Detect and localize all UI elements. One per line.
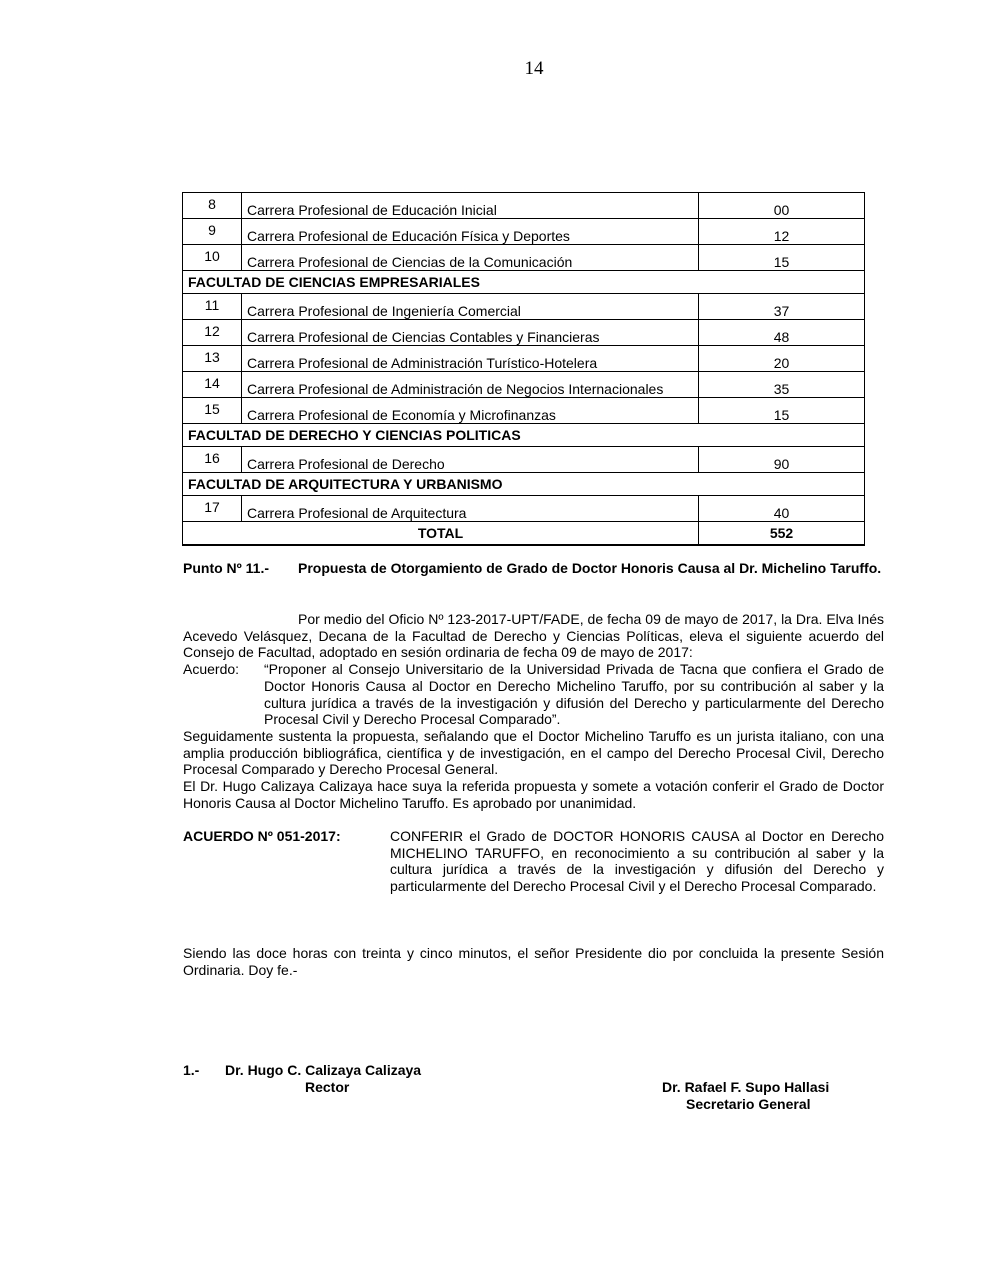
acuerdo-text: “Proponer al Consejo Universitario de la Universidad Privada de Tacna que confiera el Grado de Doctor Honoris Causa al Doctor en Derecho Michelino Taruffo, por su contribución al saber y la cultura jurídica a través de la investigación y difusión del Derecho y particularmente del Derecho Procesal Civil y Derecho Procesal Comparado”.: [264, 661, 884, 728]
table-row: [183, 294, 865, 320]
total-label: TOTAL: [183, 522, 699, 546]
results-table: [182, 192, 865, 546]
signature-number: 1.-: [183, 1062, 200, 1078]
career-name: Carrera Profesional de Administración Turístico-Hotelera: [242, 346, 699, 372]
signature-left-name: Dr. Hugo C. Calizaya Calizaya: [225, 1062, 422, 1078]
career-name: Carrera Profesional de Ciencias de la Comunicación: [242, 245, 699, 271]
career-value: 40: [699, 496, 865, 522]
table-row: [183, 398, 865, 424]
punto-label: Punto Nº 11.-: [183, 560, 270, 576]
career-name: Carrera Profesional de Educación Física y Deportes: [242, 219, 699, 245]
career-value: 35: [699, 372, 865, 398]
row-number: 11: [183, 294, 242, 320]
table-row: [183, 245, 865, 271]
career-name: Carrera Profesional de Administración de Negocios Internacionales: [242, 372, 699, 398]
faculty-name: FACULTAD DE CIENCIAS EMPRESARIALES: [183, 271, 865, 294]
row-number: 15: [183, 398, 242, 424]
row-number: 8: [183, 193, 242, 219]
total-row: [183, 522, 865, 546]
page-number: 14: [524, 58, 544, 79]
table-row: [183, 372, 865, 398]
career-value: 15: [699, 398, 865, 424]
career-name: Carrera Profesional de Ciencias Contables y Financieras: [242, 320, 699, 346]
punto-section: [183, 560, 884, 577]
career-value: 15: [699, 245, 865, 271]
signature-right-name: Dr. Rafael F. Supo Hallasi: [662, 1079, 830, 1095]
row-number: 10: [183, 245, 242, 271]
row-number: 9: [183, 219, 242, 245]
career-name: Carrera Profesional de Derecho: [242, 447, 699, 473]
career-value: 12: [699, 219, 865, 245]
punto-title: Propuesta de Otorgamiento de Grado de Doctor Honoris Causa al Dr. Michelino Taruffo.: [298, 560, 882, 576]
career-value: 00: [699, 193, 865, 219]
row-number: 17: [183, 496, 242, 522]
table-row: [183, 447, 865, 473]
career-value: 48: [699, 320, 865, 346]
resolution-label: ACUERDO Nº 051-2017:: [183, 828, 341, 844]
resolution-section: [183, 828, 884, 895]
resolution-text: CONFERIR el Grado de DOCTOR HONORIS CAUSA al Doctor en Derecho MICHELINO TARUFFO, en reconocimiento a su contribución al saber y la cultura jurídica a través de la investigación y difusión del Derecho y particularmente del Derecho Procesal Civil y el Derecho Procesal Comparado.: [390, 828, 884, 895]
faculty-row: [183, 424, 865, 447]
body-section: [183, 611, 884, 811]
acuerdo-row: [183, 661, 884, 728]
row-number: 13: [183, 346, 242, 372]
table-row: [183, 320, 865, 346]
table-row: [183, 219, 865, 245]
table-row: [183, 346, 865, 372]
career-value: 90: [699, 447, 865, 473]
acuerdo-label: Acuerdo:: [183, 661, 240, 678]
row-number: 16: [183, 447, 242, 473]
paragraph-votacion: El Dr. Hugo Calizaya Calizaya hace suya la referida propuesta y somete a votación conferir el Grado de Doctor Honoris Causa al Doctor Michelino Taruffo. Es aprobado por unanimidad.: [183, 778, 884, 811]
career-name: Carrera Profesional de Arquitectura: [242, 496, 699, 522]
row-number: 14: [183, 372, 242, 398]
paragraph-oficio: Por medio del Oficio Nº 123-2017-UPT/FADE, de fecha 09 de mayo de 2017, la Dra. Elva Inés Acevedo Velásquez, Decana de la Facultad de Derecho y Ciencias Políticas, eleva el siguiente acuerdo del Consejo de Facultad, adoptado en sesión ordinaria de fecha 09 de mayo de 2017:: [183, 611, 884, 661]
career-value: 20: [699, 346, 865, 372]
faculty-row: [183, 271, 865, 294]
career-name: Carrera Profesional de Economía y Microfinanzas: [242, 398, 699, 424]
paragraph-sustenta: Seguidamente sustenta la propuesta, señalando que el Doctor Michelino Taruffo es un jurista italiano, con una amplia producción bibliográfica, científica y de investigación, en el campo del Derecho Procesal Civil, Derecho Procesal Comparado y Derecho Procesal General.: [183, 727, 884, 778]
signature-left-title: Rector: [305, 1079, 350, 1095]
table-row: [183, 193, 865, 219]
faculty-name: FACULTAD DE ARQUITECTURA Y URBANISMO: [183, 473, 865, 496]
career-name: Carrera Profesional de Ingeniería Comercial: [242, 294, 699, 320]
row-number: 12: [183, 320, 242, 346]
total-value: 552: [699, 522, 865, 546]
table-row: [183, 496, 865, 522]
faculty-name: FACULTAD DE DERECHO Y CIENCIAS POLITICAS: [183, 424, 865, 447]
career-value: 37: [699, 294, 865, 320]
closing-paragraph: Siendo las doce horas con treinta y cinco minutos, el señor Presidente dio por concluida la presente Sesión Ordinaria. Doy fe.-: [183, 945, 884, 978]
signature-right-title: Secretario General: [686, 1096, 811, 1112]
faculty-row: [183, 473, 865, 496]
career-name: Carrera Profesional de Educación Inicial: [242, 193, 699, 219]
results-table-body: [183, 193, 865, 546]
